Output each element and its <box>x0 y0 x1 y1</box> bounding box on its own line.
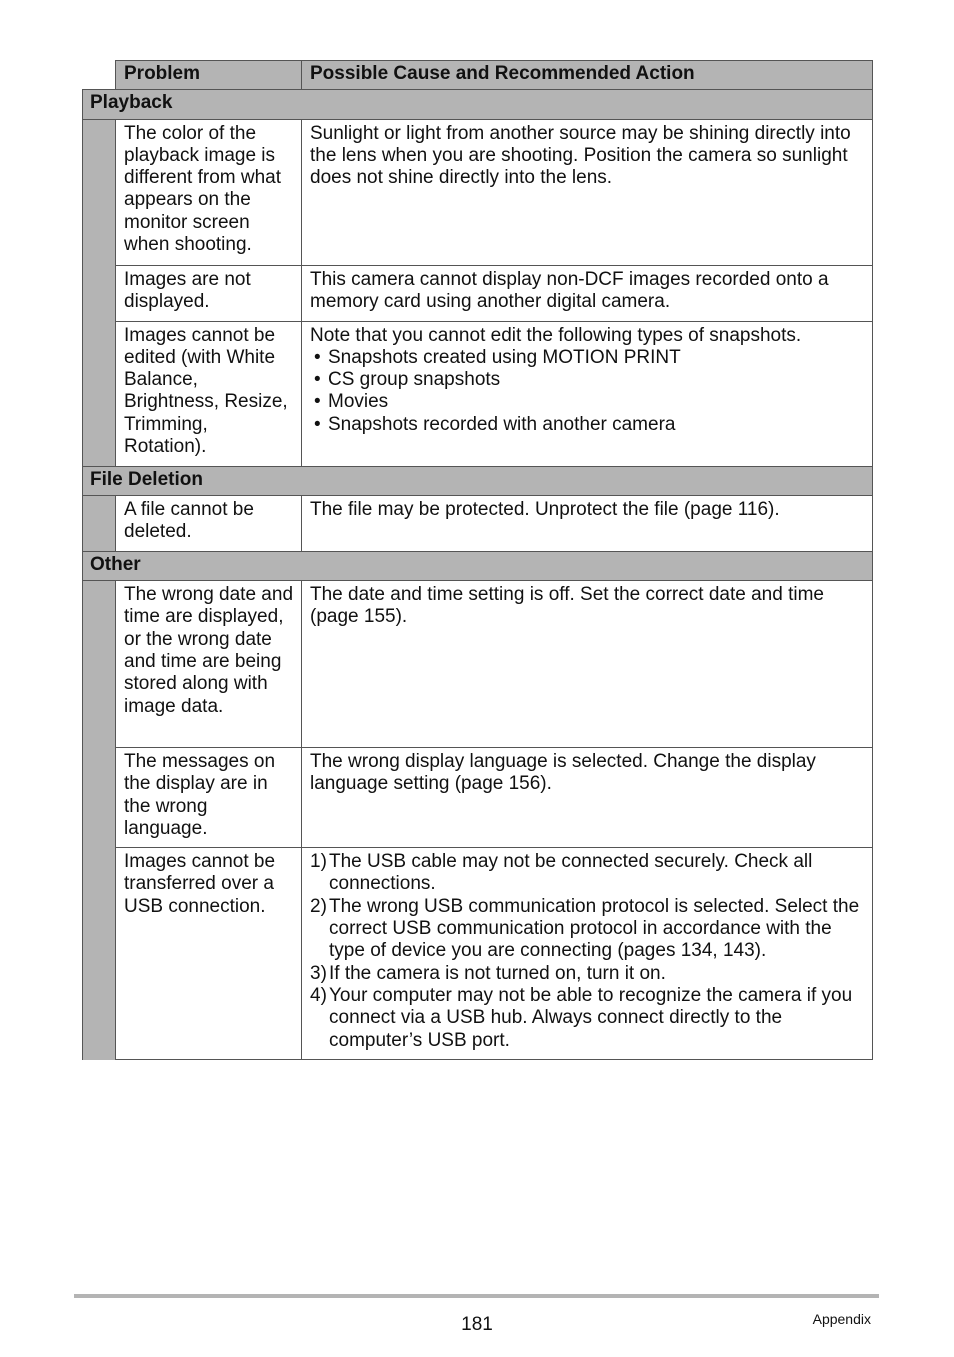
action-cell: The wrong display language is selected. Change the display language setting (page 156). <box>302 748 873 848</box>
step-number: 4) <box>310 984 327 1006</box>
list-item <box>310 963 864 985</box>
step-number: 3) <box>310 962 327 984</box>
snapshot-type-list <box>310 347 864 436</box>
problem-cell: A file cannot be deleted. <box>116 495 302 551</box>
step-text: Your computer may not be able to recognize the camera if you connect via a USB hub. Always connect directly to the computer’s USB port. <box>329 984 853 1051</box>
bullet-glyph: • <box>314 391 321 413</box>
table-header-row <box>83 61 873 90</box>
problem-cell: The wrong date and time are displayed, or the wrong date and time are being stored along with image data. <box>116 581 302 748</box>
section-row-playback <box>83 90 873 119</box>
problem-cell: Images cannot be edited (with White Balance, Brightness, Resize, Trimming, Rotation). <box>116 321 302 466</box>
step-text: The USB cable may not be connected securely. Check all connections. <box>329 851 813 895</box>
table-row <box>83 848 873 1060</box>
gutter-cell <box>83 265 116 321</box>
section-row-file-deletion <box>83 466 873 495</box>
problem-cell: The messages on the display are in the wrong language. <box>116 748 302 848</box>
section-title: File Deletion <box>83 466 873 495</box>
troubleshooting-table <box>82 60 873 1060</box>
list-item-text: CS group snapshots <box>328 369 501 391</box>
list-item-text: Snapshots created using MOTION PRINT <box>328 346 681 368</box>
section-row-other <box>83 551 873 580</box>
gutter-cell <box>83 848 116 1060</box>
step-number: 1) <box>310 851 327 873</box>
problem-cell: Images are not displayed. <box>116 265 302 321</box>
table-row <box>83 581 873 748</box>
header-problem: Problem <box>116 61 302 90</box>
section-title: Playback <box>83 90 873 119</box>
list-item <box>310 985 864 1052</box>
step-text: If the camera is not turned on, turn it on. <box>329 962 666 984</box>
list-item <box>310 391 864 413</box>
footer-section-name: Appendix <box>812 1311 871 1327</box>
action-cell <box>302 321 873 466</box>
gutter-cell <box>83 495 116 551</box>
table-row <box>83 321 873 466</box>
table-row <box>83 119 873 265</box>
bullet-glyph: • <box>314 413 321 435</box>
section-title: Other <box>83 551 873 580</box>
action-intro: Note that you cannot edit the following types of snapshots. <box>310 324 802 346</box>
gutter-cell <box>83 321 116 466</box>
gutter-cell <box>83 748 116 848</box>
list-item-text: Movies <box>328 391 389 413</box>
list-item <box>310 347 864 369</box>
table-row <box>83 495 873 551</box>
action-cell: Sunlight or light from another source may be shining directly into the lens when you are shooting. Position the camera so sunlight does not shine directly into the lens. <box>302 119 873 265</box>
step-text: The wrong USB communication protocol is selected. Select the correct USB communication protocol in accordance with the type of device you are connecting (pages 134, 143). <box>329 895 860 962</box>
footer-rule <box>74 1294 879 1298</box>
bullet-glyph: • <box>314 346 321 368</box>
list-item <box>310 369 864 391</box>
list-item <box>310 414 864 436</box>
list-item <box>310 851 864 896</box>
gutter-cell <box>83 581 116 748</box>
action-cell: The file may be protected. Unprotect the file (page 116). <box>302 495 873 551</box>
usb-steps-list <box>310 851 864 1052</box>
step-number: 2) <box>310 895 327 917</box>
gutter-cell <box>83 119 116 265</box>
list-item <box>310 896 864 963</box>
action-cell: The date and time setting is off. Set the correct date and time (page 155). <box>302 581 873 748</box>
table-row <box>83 748 873 848</box>
problem-cell: Images cannot be transferred over a USB connection. <box>116 848 302 1060</box>
list-item-text: Snapshots recorded with another camera <box>328 413 676 435</box>
problem-cell: The color of the playback image is different from what appears on the monitor screen when shooting. <box>116 119 302 265</box>
action-cell <box>302 848 873 1060</box>
action-cell: This camera cannot display non-DCF images recorded onto a memory card using another digital camera. <box>302 265 873 321</box>
bullet-glyph: • <box>314 369 321 391</box>
page-number: 181 <box>461 1314 493 1335</box>
header-action: Possible Cause and Recommended Action <box>302 61 873 90</box>
table-row <box>83 265 873 321</box>
header-blank-cell <box>83 61 116 90</box>
